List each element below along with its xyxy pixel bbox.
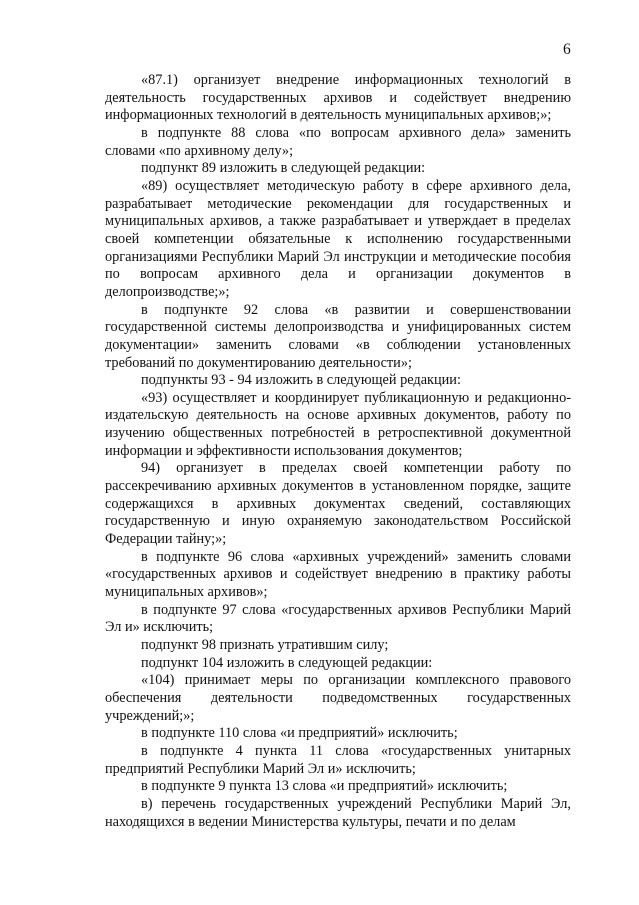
paragraph: «104) принимает меры по организации комплексного правового обеспечения деятельности подведомственных государственных учреждений;»;: [105, 672, 571, 724]
paragraph: в подпункте 110 слова «и предприятий» исключить;: [141, 725, 458, 742]
paragraph: подпункт 104 изложить в следующей редакции:: [141, 654, 433, 671]
paragraph: «93) осуществляет и координирует публикационную и редакционно-издательскую деятельность на основе архивных документов, работу по изучению общественных потребностей в ретроспективной документной информации и эффективности использования документов;: [105, 389, 571, 459]
page-number: 6: [563, 41, 571, 58]
paragraph: в подпункте 97 слова «государственных архивов Республики Марий Эл и» исключить;: [105, 601, 571, 636]
paragraph: в подпункте 88 слова «по вопросам архивного дела» заменить словами «по архивному делу»;: [105, 124, 571, 159]
document-body: [105, 72, 571, 831]
paragraph: подпункт 98 признать утратившим силу;: [141, 637, 389, 653]
paragraph: в) перечень государственных учреждений Республики Марий Эл, находящихся в ведении Министерства культуры, печати и по делам: [105, 795, 571, 830]
paragraph: в подпункте 9 пункта 13 слова «и предприятий» исключить;: [141, 778, 508, 795]
paragraph: «89) осуществляет методическую работу в сфере архивного дела, разрабатывает методические рекомендации для государственных и муниципальных архивов, а также разрабатывает и утверждает в пределах своей компетенции обязательные к исполнению государственными организациями Республики Марий Эл инструкции и методические пособия по вопросам архивного дела и организации документов в делопроизводстве;»;: [105, 177, 571, 300]
paragraph: подпункты 93 - 94 изложить в следующей редакции:: [141, 372, 461, 389]
paragraph: подпункт 89 изложить в следующей редакции:: [141, 160, 426, 177]
paragraph: в подпункте 4 пункта 11 слова «государственных унитарных предприятий Республики Марий Эл и» исключить;: [105, 742, 571, 777]
paragraph: в подпункте 92 слова «в развитии и совершенствовании государственной системы делопроизводства и унифицированных систем документации» заменить словами «в соблюдении установленных требований по документированию деятельности»;: [105, 301, 571, 371]
paragraph: 94) организует в пределах своей компетенции работу по рассекречиванию архивных документов в установленном порядке, защите содержащихся в архивных документах сведений, составляющих государственную и иную охраняемую законодательством Российской Федерации тайну;»;: [105, 460, 571, 548]
paragraph: в подпункте 96 слова «архивных учреждений» заменить словами «государственных архивов и содействует внедрению в практику работы муниципальных архивов»;: [105, 548, 571, 601]
paragraph: «87.1) организует внедрение информационных технологий в деятельность государственных архивов и содействует внедрению информационных технологий в деятельность муниципальных архивов;»;: [105, 72, 571, 124]
